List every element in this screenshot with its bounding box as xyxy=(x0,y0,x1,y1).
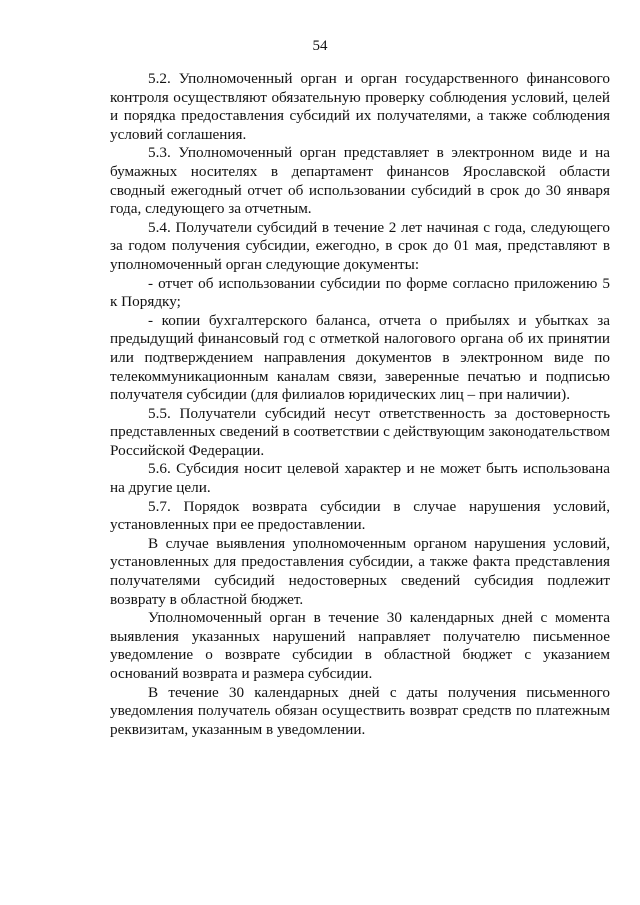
paragraph-5-5: 5.5. Получатели субсидий несут ответственность за достоверность представленных сведений в соответствии с действующим законодательством Российской Федерации. xyxy=(110,404,610,459)
list-item-balance-copies: - копии бухгалтерского баланса, отчета о прибылях и убытках за предыдущий финансовый год с отметкой налогового органа об их принятии или подтверждением направления документов в электронном виде по телекоммуникационным каналам связи, заверенные печатью и подписью получателя субсидии (для филиалов юридических лиц – при наличии). xyxy=(110,311,610,404)
paragraph-notification: Уполномоченный орган в течение 30 календарных дней с момента выявления указанных нарушений направляет получателю письменное уведомление о возврате субсидии в областной бюджет с указанием оснований возврата и размера субсидии. xyxy=(110,609,610,682)
paragraph-violation-case: В случае выявления уполномоченным органом нарушения условий, установленных для предоставления субсидии, а также факта представления получателями субсидий недостоверных сведений субсидия подлежит возврату в областной бюджет. xyxy=(110,534,610,608)
list-item-report: - отчет об использовании субсидии по форме согласно приложению 5 к Порядку; xyxy=(110,274,610,311)
paragraph-5-4: 5.4. Получатели субсидий в течение 2 лет начиная с года, следующего за годом получения субсидии, ежегодно, в срок до 01 мая, представляют в уполномоченный орган следующие документы: xyxy=(110,218,610,273)
page-number: 54 xyxy=(312,38,328,54)
paragraph-5-6: 5.6. Субсидия носит целевой характер и не может быть использована на другие цели. xyxy=(110,460,610,497)
paragraph-5-3: 5.3. Уполномоченный орган представляет в электронном виде и на бумажных носителях в департамент финансов Ярославской области сводный ежегодный отчет об использовании субсидий в срок до 30 января года, следующего за отчетным. xyxy=(110,144,610,218)
document-body xyxy=(110,70,610,739)
paragraph-refund: В течение 30 календарных дней с даты получения письменного уведомления получатель обязан осуществить возврат средств по платежным реквизитам, указанным в уведомлении. xyxy=(110,683,610,738)
paragraph-5-7: 5.7. Порядок возврата субсидии в случае нарушения условий, установленных при ее предоставлении. xyxy=(110,497,610,534)
paragraph-5-2: 5.2. Уполномоченный орган и орган государственного финансового контроля осуществляют обязательную проверку соблюдения условий, целей и порядка предоставления субсидий их получателями, а также соблюдения условий соглашения. xyxy=(110,70,610,143)
